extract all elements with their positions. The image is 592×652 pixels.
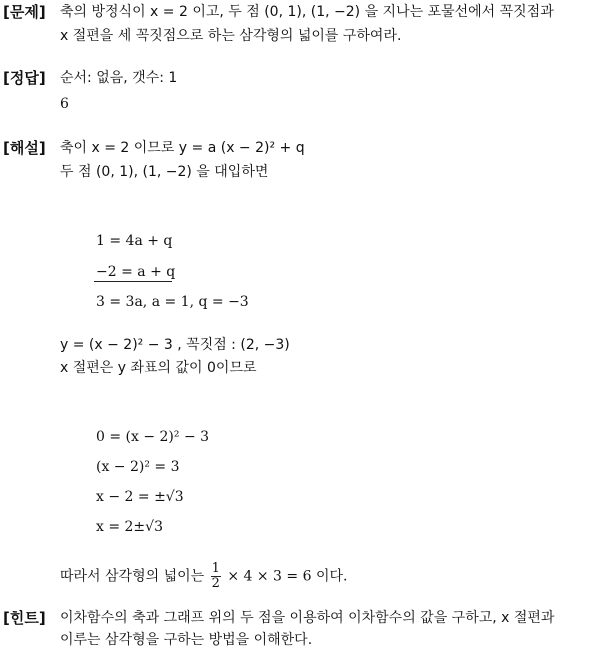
- hint-text-line-1: 이차함수의 축과 그래프 위의 두 점을 이용하여 이차함수의 값을 구하고, x 절편과: [60, 610, 555, 626]
- solution-row-4: [0, 356, 592, 380]
- fraction-numerator: 1: [211, 561, 220, 576]
- equation-row-5: [0, 455, 592, 479]
- equation-row-3: [0, 290, 592, 314]
- equation-row-2: [0, 260, 592, 284]
- equation-3: 3 = 3a, a = 1, q = −3: [96, 294, 249, 310]
- answer-tag: [정답]: [3, 69, 46, 87]
- final-suffix: × 4 × 3 = 6 이다.: [227, 568, 348, 585]
- answer-text-line-1: 순서: 없음, 갯수: 1: [60, 70, 178, 86]
- solution-text-line-4: x 절편은 y 좌표의 값이 0이므로: [60, 360, 257, 376]
- hint-tag: [힌트]: [3, 609, 46, 627]
- hint-text-line-2: 이루는 삼각형을 구하는 방법을 이해한다.: [60, 632, 313, 648]
- equation-7: x = 2±√3: [96, 519, 163, 535]
- hint-row-1: [0, 606, 592, 630]
- equation-sum-rule: [94, 281, 172, 282]
- solution-row-2: [0, 160, 592, 184]
- final-prefix: 따라서 삼각형의 넓이는: [60, 568, 205, 585]
- equation-6: x − 2 = ±√3: [96, 489, 184, 505]
- equation-5: (x − 2)² = 3: [96, 459, 180, 475]
- solution-row-1: [0, 136, 592, 160]
- answer-row-2: [0, 92, 592, 116]
- solution-final-row: [0, 561, 592, 591]
- equation-2: −2 = a + q: [96, 264, 176, 280]
- equation-4: 0 = (x − 2)² − 3: [96, 429, 210, 445]
- solution-row-3: [0, 333, 592, 357]
- equation-row-1: [0, 229, 592, 253]
- solution-tag: [해설]: [3, 139, 46, 157]
- equation-row-6: [0, 485, 592, 509]
- solution-final: [60, 562, 347, 591]
- solution-text-line-2: 두 점 (0, 1), (1, −2) 을 대입하면: [60, 164, 269, 180]
- solution-text-line-3: y = (x − 2)² − 3 , 꼭짓점 : (2, −3): [60, 337, 290, 353]
- answer-value: 6: [60, 96, 69, 112]
- equation-1: 1 = 4a + q: [96, 233, 173, 249]
- problem-row-2: [0, 24, 592, 48]
- equation-row-7: [0, 515, 592, 539]
- hint-row-2: [0, 628, 592, 652]
- fraction-denominator: 2: [211, 576, 220, 591]
- answer-row-1: [0, 66, 592, 90]
- problem-tag: [문제]: [3, 3, 46, 21]
- problem-text-line-1: 축의 방정식이 x = 2 이고, 두 점 (0, 1), (1, −2) 을 지나는 포물선에서 꼭짓점과: [60, 4, 554, 20]
- problem-row-1: [0, 0, 592, 24]
- solution-text-line-1: 축이 x = 2 이므로 y = a (x − 2)² + q: [60, 140, 305, 156]
- fraction-one-half: [211, 562, 221, 591]
- equation-row-4: [0, 425, 592, 449]
- problem-text-line-2: x 절편을 세 꼭짓점으로 하는 삼각형의 넓이를 구하여라.: [60, 28, 402, 44]
